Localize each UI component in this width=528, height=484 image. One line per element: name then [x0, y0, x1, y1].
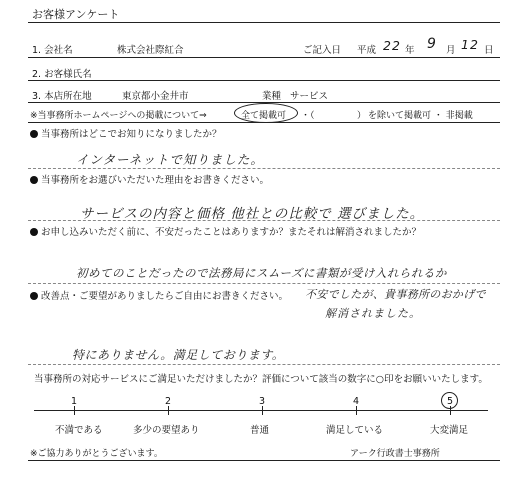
date-month-unit: 月 — [446, 45, 456, 56]
rating-number-2: 2 — [165, 396, 172, 407]
rating-scale-line — [34, 410, 488, 411]
bullet-icon — [30, 228, 38, 236]
footer-rule — [28, 460, 500, 461]
answer-3-line-3: 解消されました。 — [325, 307, 421, 320]
rating-label-4: 満足している — [326, 425, 384, 436]
address-label: 3. 本店所在地 — [32, 91, 92, 102]
date-month: 9 — [427, 36, 437, 52]
address-value: 東京都小金井市 — [122, 91, 189, 102]
rating-tick — [168, 406, 169, 415]
bullet-icon — [30, 292, 38, 300]
rating-label-3: 普通 — [250, 425, 270, 436]
date-year: 22 — [383, 38, 401, 53]
rating-number-5: 5 — [447, 396, 454, 407]
rating-tick — [262, 406, 263, 415]
consent-option-all: 全て掲載可 — [241, 111, 287, 121]
answer-line — [28, 364, 500, 365]
consent-open-paren: ・（ — [301, 111, 315, 121]
question-2 — [30, 172, 269, 186]
rating-label-5: 大変満足 — [430, 425, 469, 436]
bullet-icon — [30, 130, 38, 138]
date-label: ご記入日 — [303, 45, 342, 56]
rating-number-3: 3 — [259, 396, 266, 407]
answer-3-line-1: 初めてのことだったので法務局にスムーズに書類が受け入れられるか — [76, 266, 447, 280]
answer-2: サービスの内容と価格 他社との比較で 選びました。 — [80, 206, 425, 222]
answer-line — [28, 283, 500, 284]
company-value: 株式会社際紅合 — [117, 45, 184, 56]
answer-4: 特にありません。満足しております。 — [72, 348, 285, 362]
consent-prefix: ※当事務所ホームページへの掲載について⇒ — [30, 111, 207, 121]
date-year-unit: 年 — [405, 45, 415, 56]
rating-tick — [74, 406, 75, 415]
question-label: お申し込みいただく前に、不安だったことはありますか？またそれは解消されましたか？ — [41, 227, 422, 238]
question-label: 当事務所はどこでお知りになりましたか？ — [41, 129, 222, 140]
industry-label: 業種 — [262, 91, 282, 102]
rating-label-1: 不満である — [55, 425, 103, 436]
question-1 — [30, 126, 222, 140]
customer-name-label: 2. お客様氏名 — [32, 69, 92, 80]
row-rule — [28, 57, 500, 58]
question-label: 当事務所をお選びいただいた理由をお書きください。 — [41, 175, 270, 186]
company-label: 1. 会社名 — [32, 45, 73, 56]
rating-tick — [356, 406, 357, 415]
date-day-unit: 日 — [484, 45, 494, 56]
office-name: アーク行政書士事務所 — [350, 449, 440, 459]
date-era: 平成 — [357, 45, 377, 56]
consent-suffix: を除いて掲載可 ・ 非掲載 — [368, 111, 473, 121]
rating-question: 当事務所の対応サービスにご満足いただけましたか？評価について該当の数字に○印をお願いいたします。 — [34, 374, 488, 385]
consent-selected-circle — [234, 103, 298, 123]
form-title: お客様アンケート — [32, 8, 120, 21]
row-rule — [28, 122, 500, 123]
rating-tick — [450, 406, 451, 415]
answer-3-line-2: 不安でしたが、貴事務所のおかげで — [305, 288, 486, 301]
rating-number-4: 4 — [353, 396, 360, 407]
row-rule — [28, 80, 500, 81]
title-rule — [28, 22, 500, 23]
rating-number-1: 1 — [71, 396, 78, 407]
consent-close-paren: ） — [357, 111, 367, 121]
question-label: 改善点・ご要望がありましたらご自由にお書きください。 — [41, 291, 289, 302]
answer-line — [28, 220, 500, 221]
question-3 — [30, 224, 421, 238]
rating-label-2: 多少の要望あり — [133, 425, 200, 436]
answer-1: インターネットで知りました。 — [76, 152, 264, 167]
bullet-icon — [30, 176, 38, 184]
thanks-note: ※ご協力ありがとうございます。 — [30, 449, 163, 459]
question-4 — [30, 288, 288, 302]
date-day: 12 — [461, 37, 479, 52]
industry-value: サービス — [290, 91, 329, 102]
answer-line — [28, 168, 500, 169]
